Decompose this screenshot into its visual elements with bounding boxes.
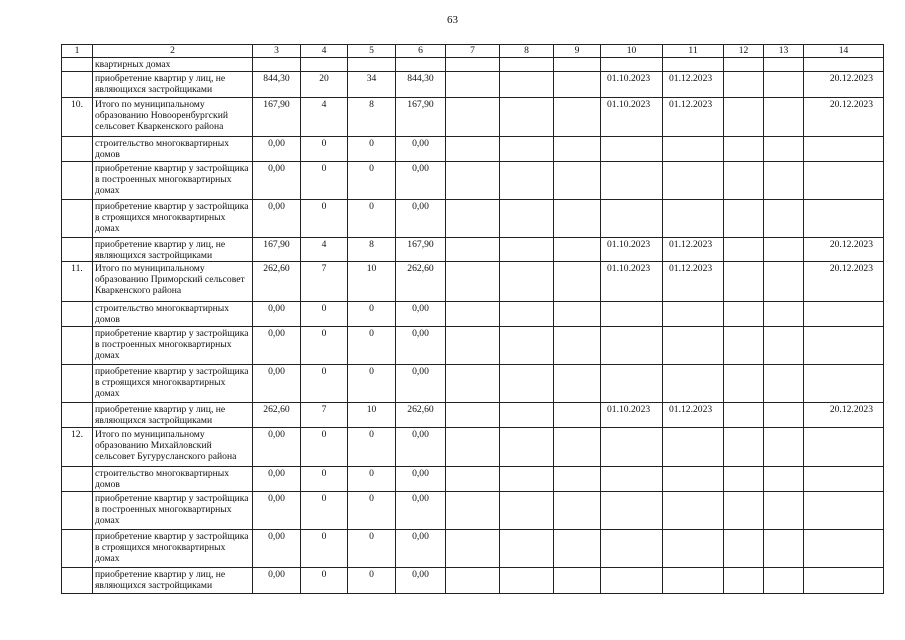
table-cell [724, 365, 764, 403]
table-cell: 0,00 [396, 428, 446, 467]
table-cell: 0,00 [253, 327, 301, 365]
row-number-cell [62, 72, 93, 98]
table-cell: 01.10.2023 [601, 403, 663, 428]
table-row [62, 365, 884, 403]
table-cell: 8 [348, 98, 396, 137]
table-cell [764, 365, 804, 403]
table-cell: 167,90 [396, 238, 446, 262]
header-cell: 7 [446, 45, 500, 58]
table-cell: 0,00 [253, 302, 301, 327]
table-cell [601, 200, 663, 238]
table-cell [601, 162, 663, 200]
table-cell [601, 365, 663, 403]
table-row [62, 492, 884, 530]
table-cell [724, 568, 764, 594]
row-label-cell: Итого по муниципальному образованию Приморский сельсовет Кваркенского района [93, 262, 253, 302]
table-cell [554, 530, 601, 568]
row-number-cell [62, 492, 93, 530]
table-cell [663, 492, 724, 530]
table-cell [764, 327, 804, 365]
table-cell [724, 262, 764, 302]
row-number-cell [62, 162, 93, 200]
table-cell: 0 [301, 365, 348, 403]
table-cell [724, 200, 764, 238]
header-cell: 14 [804, 45, 884, 58]
table-cell [724, 58, 764, 72]
table-cell: 0,00 [253, 568, 301, 594]
table-cell [663, 58, 724, 72]
table-cell [554, 428, 601, 467]
table-cell [446, 403, 500, 428]
table-row [62, 262, 884, 302]
table-cell: 0 [301, 327, 348, 365]
table-cell [554, 98, 601, 137]
table-cell [764, 200, 804, 238]
row-label-cell: приобретение квартир у застройщика в построенных многоквартирных домах [93, 162, 253, 200]
table-cell: 0 [301, 200, 348, 238]
table-cell [554, 568, 601, 594]
table-cell [446, 568, 500, 594]
table-cell: 20.12.2023 [804, 403, 884, 428]
table-cell [804, 530, 884, 568]
row-number-cell [62, 302, 93, 327]
table-cell [804, 58, 884, 72]
table-cell [554, 327, 601, 365]
table-cell [601, 492, 663, 530]
row-label-cell: Итого по муниципальному образованию Михайловский сельсовет Бугурусланского района [93, 428, 253, 467]
table-row [62, 137, 884, 162]
row-number-cell [62, 200, 93, 238]
table-cell [663, 162, 724, 200]
table-cell [724, 98, 764, 137]
table-cell [446, 200, 500, 238]
table-cell: 01.10.2023 [601, 262, 663, 302]
table-cell: 262,60 [253, 262, 301, 302]
table-row [62, 327, 884, 365]
header-cell: 2 [93, 45, 253, 58]
table-cell: 0,00 [396, 162, 446, 200]
table-cell: 0 [348, 302, 396, 327]
table-row [62, 302, 884, 327]
header-cell: 12 [724, 45, 764, 58]
table-cell [663, 200, 724, 238]
table-cell: 0 [348, 568, 396, 594]
table-cell: 0 [301, 467, 348, 492]
table-row [62, 403, 884, 428]
table-cell: 20.12.2023 [804, 262, 884, 302]
row-number-cell: 11. [62, 262, 93, 302]
table-cell [663, 467, 724, 492]
table-cell [764, 238, 804, 262]
table-cell [601, 428, 663, 467]
table-cell [500, 200, 554, 238]
table-cell: 20.12.2023 [804, 72, 884, 98]
table-cell [724, 162, 764, 200]
table-cell: 0,00 [396, 137, 446, 162]
table-row [62, 162, 884, 200]
table-cell: 0,00 [253, 162, 301, 200]
table-cell [500, 530, 554, 568]
row-label-cell: приобретение квартир у застройщика в построенных многоквартирных домах [93, 327, 253, 365]
table-cell [804, 327, 884, 365]
table-cell [663, 365, 724, 403]
table-cell [554, 58, 601, 72]
table-cell: 0 [301, 428, 348, 467]
table-row [62, 72, 884, 98]
table-cell [764, 530, 804, 568]
table-cell [500, 162, 554, 200]
table-cell: 0,00 [253, 200, 301, 238]
table-cell: 4 [301, 98, 348, 137]
table-cell: 20 [301, 72, 348, 98]
table-cell [554, 238, 601, 262]
table-cell [804, 428, 884, 467]
table-cell [554, 262, 601, 302]
table-cell: 167,90 [253, 238, 301, 262]
table-cell [804, 365, 884, 403]
table-cell [446, 327, 500, 365]
table-cell: 0,00 [396, 568, 446, 594]
table-cell: 0,00 [396, 365, 446, 403]
table-cell [500, 568, 554, 594]
table-cell: 0 [301, 530, 348, 568]
table-cell: 0,00 [253, 365, 301, 403]
header-cell: 11 [663, 45, 724, 58]
row-number-cell [62, 568, 93, 594]
table-cell [804, 162, 884, 200]
table-cell [724, 327, 764, 365]
table-cell: 01.12.2023 [663, 262, 724, 302]
table-cell: 01.12.2023 [663, 238, 724, 262]
table-cell [554, 137, 601, 162]
row-number-cell [62, 365, 93, 403]
table-cell: 0,00 [253, 492, 301, 530]
table-row [62, 530, 884, 568]
table-cell: 0,00 [253, 530, 301, 568]
table-cell [663, 302, 724, 327]
table-cell [348, 58, 396, 72]
table-cell: 10 [348, 262, 396, 302]
table-cell: 0,00 [396, 327, 446, 365]
table-cell: 20.12.2023 [804, 238, 884, 262]
table-cell [446, 238, 500, 262]
table-cell [724, 530, 764, 568]
table-cell [764, 72, 804, 98]
table-cell [724, 72, 764, 98]
table-row [62, 200, 884, 238]
table-cell [764, 98, 804, 137]
table-cell [500, 137, 554, 162]
table-cell [554, 200, 601, 238]
row-label-cell: Итого по муниципальному образованию Новооренбургский сельсовет Кваркенского района [93, 98, 253, 137]
table-cell [764, 262, 804, 302]
table-cell: 01.10.2023 [601, 98, 663, 137]
table-cell: 0 [348, 467, 396, 492]
table-cell [804, 568, 884, 594]
row-number-cell [62, 467, 93, 492]
table-cell [500, 327, 554, 365]
table-cell [601, 302, 663, 327]
table-cell [500, 403, 554, 428]
table-cell: 0,00 [253, 467, 301, 492]
table-cell: 0 [301, 302, 348, 327]
row-number-cell [62, 403, 93, 428]
table-cell: 7 [301, 262, 348, 302]
table-row [62, 428, 884, 467]
table-cell [500, 365, 554, 403]
table-cell: 0,00 [396, 530, 446, 568]
table-cell [554, 162, 601, 200]
table-cell [446, 162, 500, 200]
table-cell [446, 137, 500, 162]
table-cell: 4 [301, 238, 348, 262]
table-cell: 7 [301, 403, 348, 428]
table-cell [804, 137, 884, 162]
table-cell [764, 137, 804, 162]
table-cell: 8 [348, 238, 396, 262]
table-cell [500, 492, 554, 530]
table-cell [601, 327, 663, 365]
table-cell: 0 [348, 327, 396, 365]
table-cell: 844,30 [396, 72, 446, 98]
table-cell: 0 [348, 428, 396, 467]
table-cell [554, 467, 601, 492]
table-cell [446, 428, 500, 467]
table-cell [446, 492, 500, 530]
page-number: 63 [447, 14, 458, 26]
row-number-cell [62, 238, 93, 262]
table-cell [500, 262, 554, 302]
header-cell: 1 [62, 45, 93, 58]
table-cell: 0,00 [396, 200, 446, 238]
row-label-cell: строительство многоквартирных домов [93, 302, 253, 327]
table-cell: 262,60 [396, 403, 446, 428]
table-cell [446, 58, 500, 72]
table-cell [764, 302, 804, 327]
table-cell: 0 [348, 365, 396, 403]
table-cell [554, 492, 601, 530]
table-cell: 262,60 [396, 262, 446, 302]
table-cell [554, 302, 601, 327]
table-cell [804, 467, 884, 492]
table-cell [446, 98, 500, 137]
table-cell: 844,30 [253, 72, 301, 98]
table-cell: 01.12.2023 [663, 98, 724, 137]
table-cell [601, 467, 663, 492]
header-cell: 10 [601, 45, 663, 58]
table-cell: 0 [301, 162, 348, 200]
table-cell [601, 568, 663, 594]
table-cell [446, 365, 500, 403]
table-cell: 01.10.2023 [601, 72, 663, 98]
table-cell: 0,00 [396, 302, 446, 327]
row-label-cell: приобретение квартир у лиц, не являющихся застройщиками [93, 403, 253, 428]
table-cell [446, 302, 500, 327]
row-number-cell [62, 530, 93, 568]
header-cell: 9 [554, 45, 601, 58]
table-cell: 0 [301, 492, 348, 530]
table-cell [764, 428, 804, 467]
row-label-cell: строительство многоквартирных домов [93, 137, 253, 162]
table-row [62, 98, 884, 137]
table-cell [764, 58, 804, 72]
header-row [62, 45, 884, 58]
table-cell: 0,00 [396, 492, 446, 530]
header-cell: 6 [396, 45, 446, 58]
table-cell [554, 403, 601, 428]
table-cell [724, 302, 764, 327]
table-cell [724, 492, 764, 530]
table-cell [764, 467, 804, 492]
row-label-cell: приобретение квартир у застройщика в строящихся многоквартирных домах [93, 365, 253, 403]
table-cell: 20.12.2023 [804, 98, 884, 137]
table-cell [663, 137, 724, 162]
table-cell [446, 467, 500, 492]
table-cell: 0 [348, 162, 396, 200]
table-cell [500, 72, 554, 98]
table-row [62, 568, 884, 594]
table-cell: 0,00 [396, 467, 446, 492]
table-cell: 01.12.2023 [663, 403, 724, 428]
row-number-cell [62, 327, 93, 365]
row-number-cell: 12. [62, 428, 93, 467]
table-cell [446, 530, 500, 568]
table-cell [446, 72, 500, 98]
table-cell [663, 530, 724, 568]
table-cell [500, 58, 554, 72]
table-cell: 01.12.2023 [663, 72, 724, 98]
row-number-cell [62, 137, 93, 162]
table-cell [663, 568, 724, 594]
row-label-cell: приобретение квартир у лиц, не являющихся застройщиками [93, 238, 253, 262]
table-cell: 10 [348, 403, 396, 428]
row-label-cell: приобретение квартир у лиц, не являющихся застройщиками [93, 568, 253, 594]
table-cell: 0 [301, 568, 348, 594]
row-label-cell: приобретение квартир у застройщика в построенных многоквартирных домах [93, 492, 253, 530]
table-cell [500, 467, 554, 492]
row-label-cell: приобретение квартир у застройщика в строящихся многоквартирных домах [93, 200, 253, 238]
header-cell: 4 [301, 45, 348, 58]
table-cell [396, 58, 446, 72]
table-cell: 01.10.2023 [601, 238, 663, 262]
header-cell: 13 [764, 45, 804, 58]
row-label-cell: квартирных домах [93, 58, 253, 72]
row-number-cell [62, 58, 93, 72]
table-cell: 0 [348, 137, 396, 162]
table-cell [764, 403, 804, 428]
table-cell [663, 428, 724, 467]
table-row [62, 238, 884, 262]
table-cell [764, 492, 804, 530]
table-cell [500, 98, 554, 137]
table-cell [554, 72, 601, 98]
table-cell [663, 327, 724, 365]
table-row [62, 58, 884, 72]
table-cell [724, 238, 764, 262]
table-cell [500, 238, 554, 262]
table-cell: 0,00 [253, 428, 301, 467]
table-cell [601, 137, 663, 162]
housing-program-table [61, 44, 884, 594]
row-label-cell: приобретение квартир у лиц, не являющихся застройщиками [93, 72, 253, 98]
table-cell [446, 262, 500, 302]
table-cell: 34 [348, 72, 396, 98]
table-cell [601, 58, 663, 72]
header-cell: 8 [500, 45, 554, 58]
table-cell: 167,90 [253, 98, 301, 137]
table-cell [500, 302, 554, 327]
row-label-cell: приобретение квартир у застройщика в строящихся многоквартирных домах [93, 530, 253, 568]
table-cell [601, 530, 663, 568]
table-cell [724, 137, 764, 162]
table-cell: 0 [348, 200, 396, 238]
table-cell [724, 428, 764, 467]
row-number-cell: 10. [62, 98, 93, 137]
table-cell [724, 403, 764, 428]
table-cell: 0 [348, 492, 396, 530]
table-row [62, 467, 884, 492]
table-cell: 0 [301, 137, 348, 162]
table-cell: 0 [348, 530, 396, 568]
table-cell [764, 568, 804, 594]
table-cell [500, 428, 554, 467]
table-cell [804, 200, 884, 238]
table-cell [253, 58, 301, 72]
table-cell [554, 365, 601, 403]
table-cell: 262,60 [253, 403, 301, 428]
table-cell [724, 467, 764, 492]
table-cell [804, 302, 884, 327]
table-cell [804, 492, 884, 530]
table-cell: 0,00 [253, 137, 301, 162]
table-cell [764, 162, 804, 200]
header-cell: 3 [253, 45, 301, 58]
row-label-cell: строительство многоквартирных домов [93, 467, 253, 492]
table-cell [301, 58, 348, 72]
header-cell: 5 [348, 45, 396, 58]
table-cell: 167,90 [396, 98, 446, 137]
